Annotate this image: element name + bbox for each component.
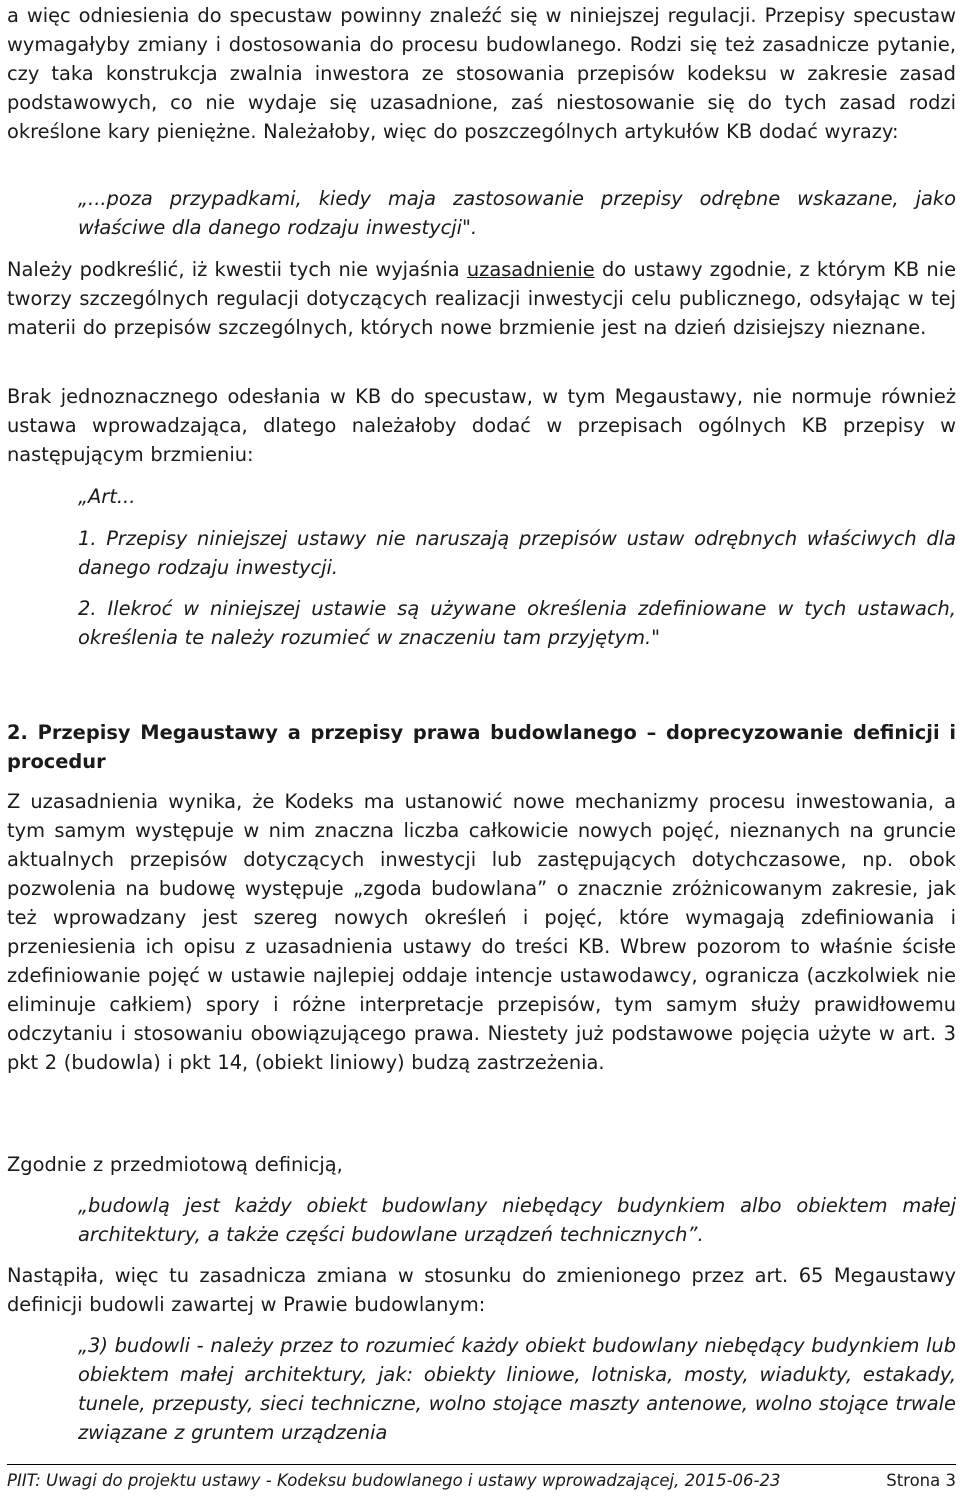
quote: „Art...: [78, 485, 136, 508]
quote: „...poza przypadkami, kiedy maja zastosowanie przepisy odrębne wskazane, jako właściwe dla danego rodzaju inwestycji".: [78, 187, 956, 239]
text-segment: do ustawy zgodnie, z którym KB nie tworzy szczególnych regulacji dotyczących realizacji inwestycji celu publicznego, odsyłając w tej materii do przepisów szczególnych, których nowe brzmienie jest na dzień dzisiejszy nieznane.: [7, 258, 957, 339]
text-segment: Należy podkreślić, iż kwestii tych nie wyjaśnia: [7, 258, 467, 281]
paragraph: Brak jednoznacznego odesłania w KB do specustaw, w tym Megaustawy, nie normuje również ustawa wprowadzająca, dlatego należałoby dodać w przepisach ogólnych KB przepisy w następującym brzmieniu:: [7, 385, 956, 466]
paragraph: Z uzasadnienia wynika, że Kodeks ma ustanowić nowe mechanizmy procesu inwestowania, a tym samym występuje w nim znaczna liczba całkowicie nowych pojęć, nieznanych na gruncie aktualnych przepisów dotyczących inwestycji lub zastępujących dotychczasowe, np. obok pozwolenia na budowę występuje „zgoda budowlana” o znacznie zróżnicowanym zakresie, jak też wprowadzany jest szereg nowych określeń i pojęć, które wymagają zdefiniowania i przeniesienia ich opisu z uzasadnienia ustawy do treści KB. Wbrew pozorom to właśnie ścisłe zdefiniowanie pojęć w ustawie najlepiej oddaje intencje ustawodawcy, ogranicza (aczkolwiek nie eliminuje całkiem) spory i różne interpretacje przepisów, tym samym służy prawidłowemu odczytaniu i stosowaniu obowiązującego prawa. Niestety już podstawowe pojęcia użyte w art. 3 pkt 2 (budowla) i pkt 14, (obiekt liniowy) budzą zastrzeżenia.: [7, 790, 956, 1074]
paragraph: [7, 255, 956, 342]
page-footer: [7, 1470, 956, 1492]
paragraph: Nastąpiła, więc tu zasadnicza zmiana w stosunku do zmienionego przez art. 65 Megaustawy definicji budowli zawartej w Prawie budowlanym:: [7, 1264, 956, 1316]
quote: „3) budowli - należy przez to rozumieć każdy obiekt budowlany niebędący budynkiem lub obiektem małej architektury, jak: obiekty liniowe, lotniska, mosty, wiadukty, estakady, tunele, przepusty, sieci techniczne, wolno stojące maszty antenowe, wolno stojące trwale związane z gruntem urządzenia: [78, 1334, 956, 1444]
paragraph: a więc odniesienia do specustaw powinny znaleźć się w niniejszej regulacji. Przepisy specustaw wymagałyby zmiany i dostosowania do procesu budowlanego. Rodzi się też zasadnicze pytanie, czy taka konstrukcja zwalnia inwestora ze stosowania przepisów kodeksu w zakresie zasad podstawowych, co nie wydaje się uzasadnione, zaś niestosowanie się do tych zasad rodzi określone kary pieniężne. Należałoby, więc do poszczególnych artykułów KB dodać wyrazy:: [7, 4, 956, 143]
paragraph: Zgodnie z przedmiotową definicją,: [7, 1153, 343, 1176]
footer-document-title: PIIT: Uwagi do projektu ustawy - Kodeksu budowlanego i ustawy wprowadzającej, 2015-06-23: [7, 1471, 781, 1490]
section-heading: 2. Przepisy Megaustawy a przepisy prawa budowlanego – doprecyzowanie definicji i procedur: [7, 721, 956, 773]
quote: 1. Przepisy niniejszej ustawy nie naruszają przepisów ustaw odrębnych właściwych dla danego rodzaju inwestycji.: [78, 527, 956, 579]
footer-divider: [7, 1464, 956, 1465]
page-number: Strona 3: [886, 1471, 956, 1490]
quote: „budowlą jest każdy obiekt budowlany niebędący budynkiem albo obiektem małej architektury, a także części budowlane urządzeń technicznych”.: [78, 1194, 956, 1246]
underlined-term: uzasadnienie: [466, 258, 595, 281]
quote: 2. Ilekroć w niniejszej ustawie są używane określenia zdefiniowane w tych ustawach, określenia te należy rozumieć w znaczeniu tam przyjętym.": [78, 597, 956, 649]
